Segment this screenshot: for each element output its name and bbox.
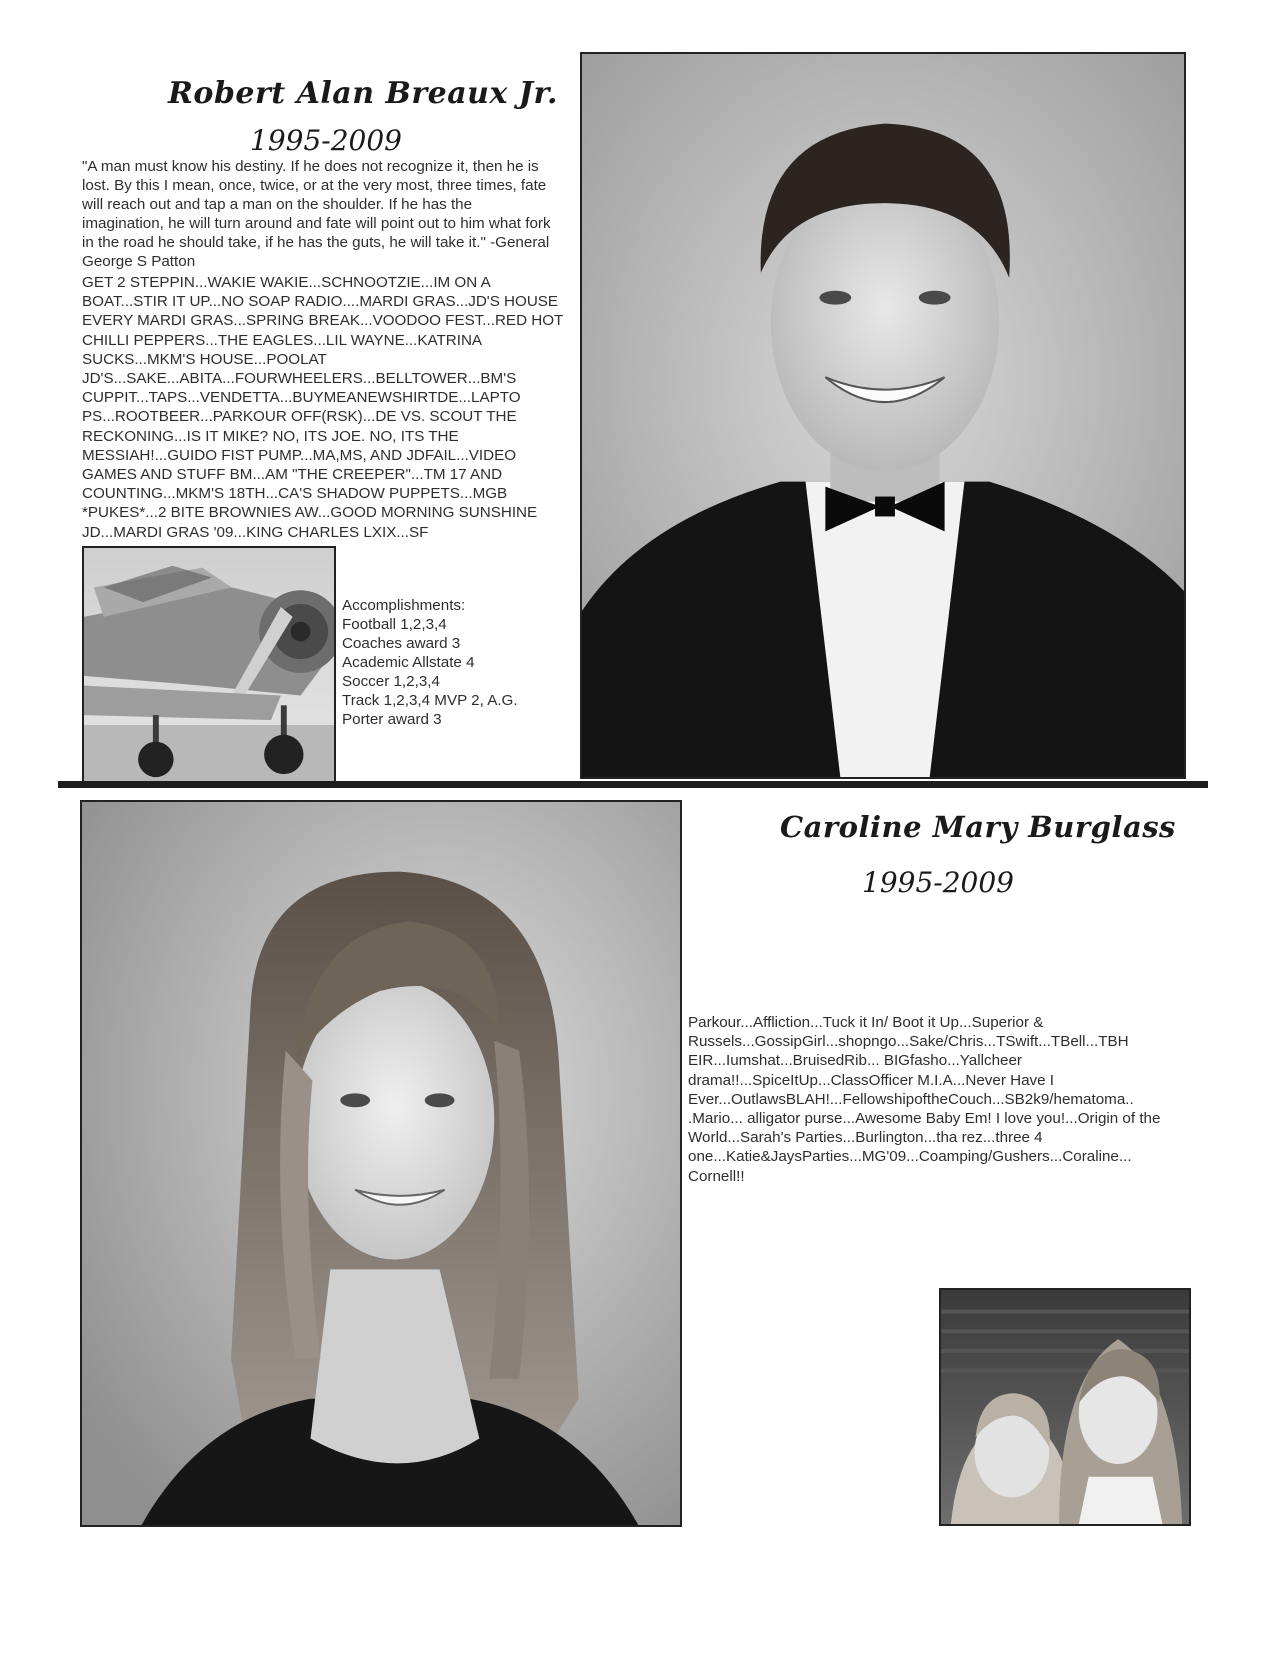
student2-portrait — [80, 800, 682, 1527]
accomplishment-item: Soccer 1,2,3,4 — [342, 673, 440, 690]
accomplishment-item: Track 1,2,3,4 MVP 2, A.G. — [342, 692, 518, 709]
student1-name: Robert Alan Breaux Jr. — [168, 76, 558, 111]
student1-memories: GET 2 STEPPIN...WAKIE WAKIE...SCHNOOTZIE...IM ON A BOAT...STIR IT UP...NO SOAP RADIO....MARDI GRAS...JD'S HOUSE EVERY MARDI GRAS...SPRING BREAK...VOODOO FEST...RED HOT CHILLI PEPPERS...THE EAGLES...LIL WAYNE...KATRINA SUCKS...MKM'S HOUSE...POOLAT JD'S...SAKE...ABITA...FOURWHEELERS...BELLTOWER...BM'S CUPPIT...TAPS...VENDETTA...BUYMEANEWSHIRTDE...LAPTO PS...ROOTBEER...PARKOUR OFF(RSK)...DE VS. SCOUT THE RECKONING...IS IT MIKE? NO, ITS JOE. NO, ITS THE MESSIAH!...GUIDO FIST PUMP...MA,MS, AND JDFAIL...VIDEO GAMES AND STUFF BM...AM "THE CREEPER"...TM 17 AND COUNTING...MKM'S 18TH...CA'S SHADOW PUPPETS...MGB *PUKES*...2 BITE BROWNIES AW...GOOD MORNING SUNSHINE JD...MARDI GRAS '09...KING CHARLES LXIX...SF — [82, 274, 564, 541]
accomplishment-item: Football 1,2,3,4 — [342, 616, 447, 633]
section-divider — [58, 781, 1208, 788]
student2-name: Caroline Mary Burglass — [780, 810, 1176, 844]
student1-quote: "A man must know his destiny. If he does not recognize it, then he is lost. By this I mean, once, twice, or at the very most, three times, fate will reach out and tap a man on the shoulder. If he has the imagination, he will turn around and fate will point out to him what fork in the road he should take, if he has the guts, he will take it." -General George S Patton — [82, 158, 551, 270]
student2-memories: Parkour...Affliction...Tuck it In/ Boot it Up...Superior & Russels...GossipGirl...shopngo...Sake/Chris...TSwift...TBell...TBH EIR...Iumshat...BruisedRib... BIGfasho...Yallcheer drama!!...SpiceItUp...ClassOfficer M.I.A...Never Have I Ever...OutlawsBLAH!...FellowshipoftheCouch...SB2k9/hematoma.. .Mario... alligator purse...Awesome Baby Em! I love you!...Origin of the World...Sarah's Parties...Burlington...tha rez...three 4 one...Katie&JaysParties...MG'09...Coamping/Gushers...Coraline... Cornell!! — [688, 1014, 1161, 1185]
student1-years: 1995-2009 — [250, 124, 402, 157]
accomplishment-item: Academic Allstate 4 — [342, 654, 475, 671]
student1-portrait — [580, 52, 1186, 779]
friends-photo — [939, 1288, 1191, 1526]
student2-years: 1995-2009 — [862, 866, 1014, 899]
accomplishments-heading: Accomplishments: — [342, 597, 466, 614]
accomplishment-item: Porter award 3 — [342, 711, 442, 728]
student1-accomplishments — [342, 596, 562, 729]
accomplishment-item: Coaches award 3 — [342, 635, 461, 652]
airplane-photo — [82, 546, 336, 784]
